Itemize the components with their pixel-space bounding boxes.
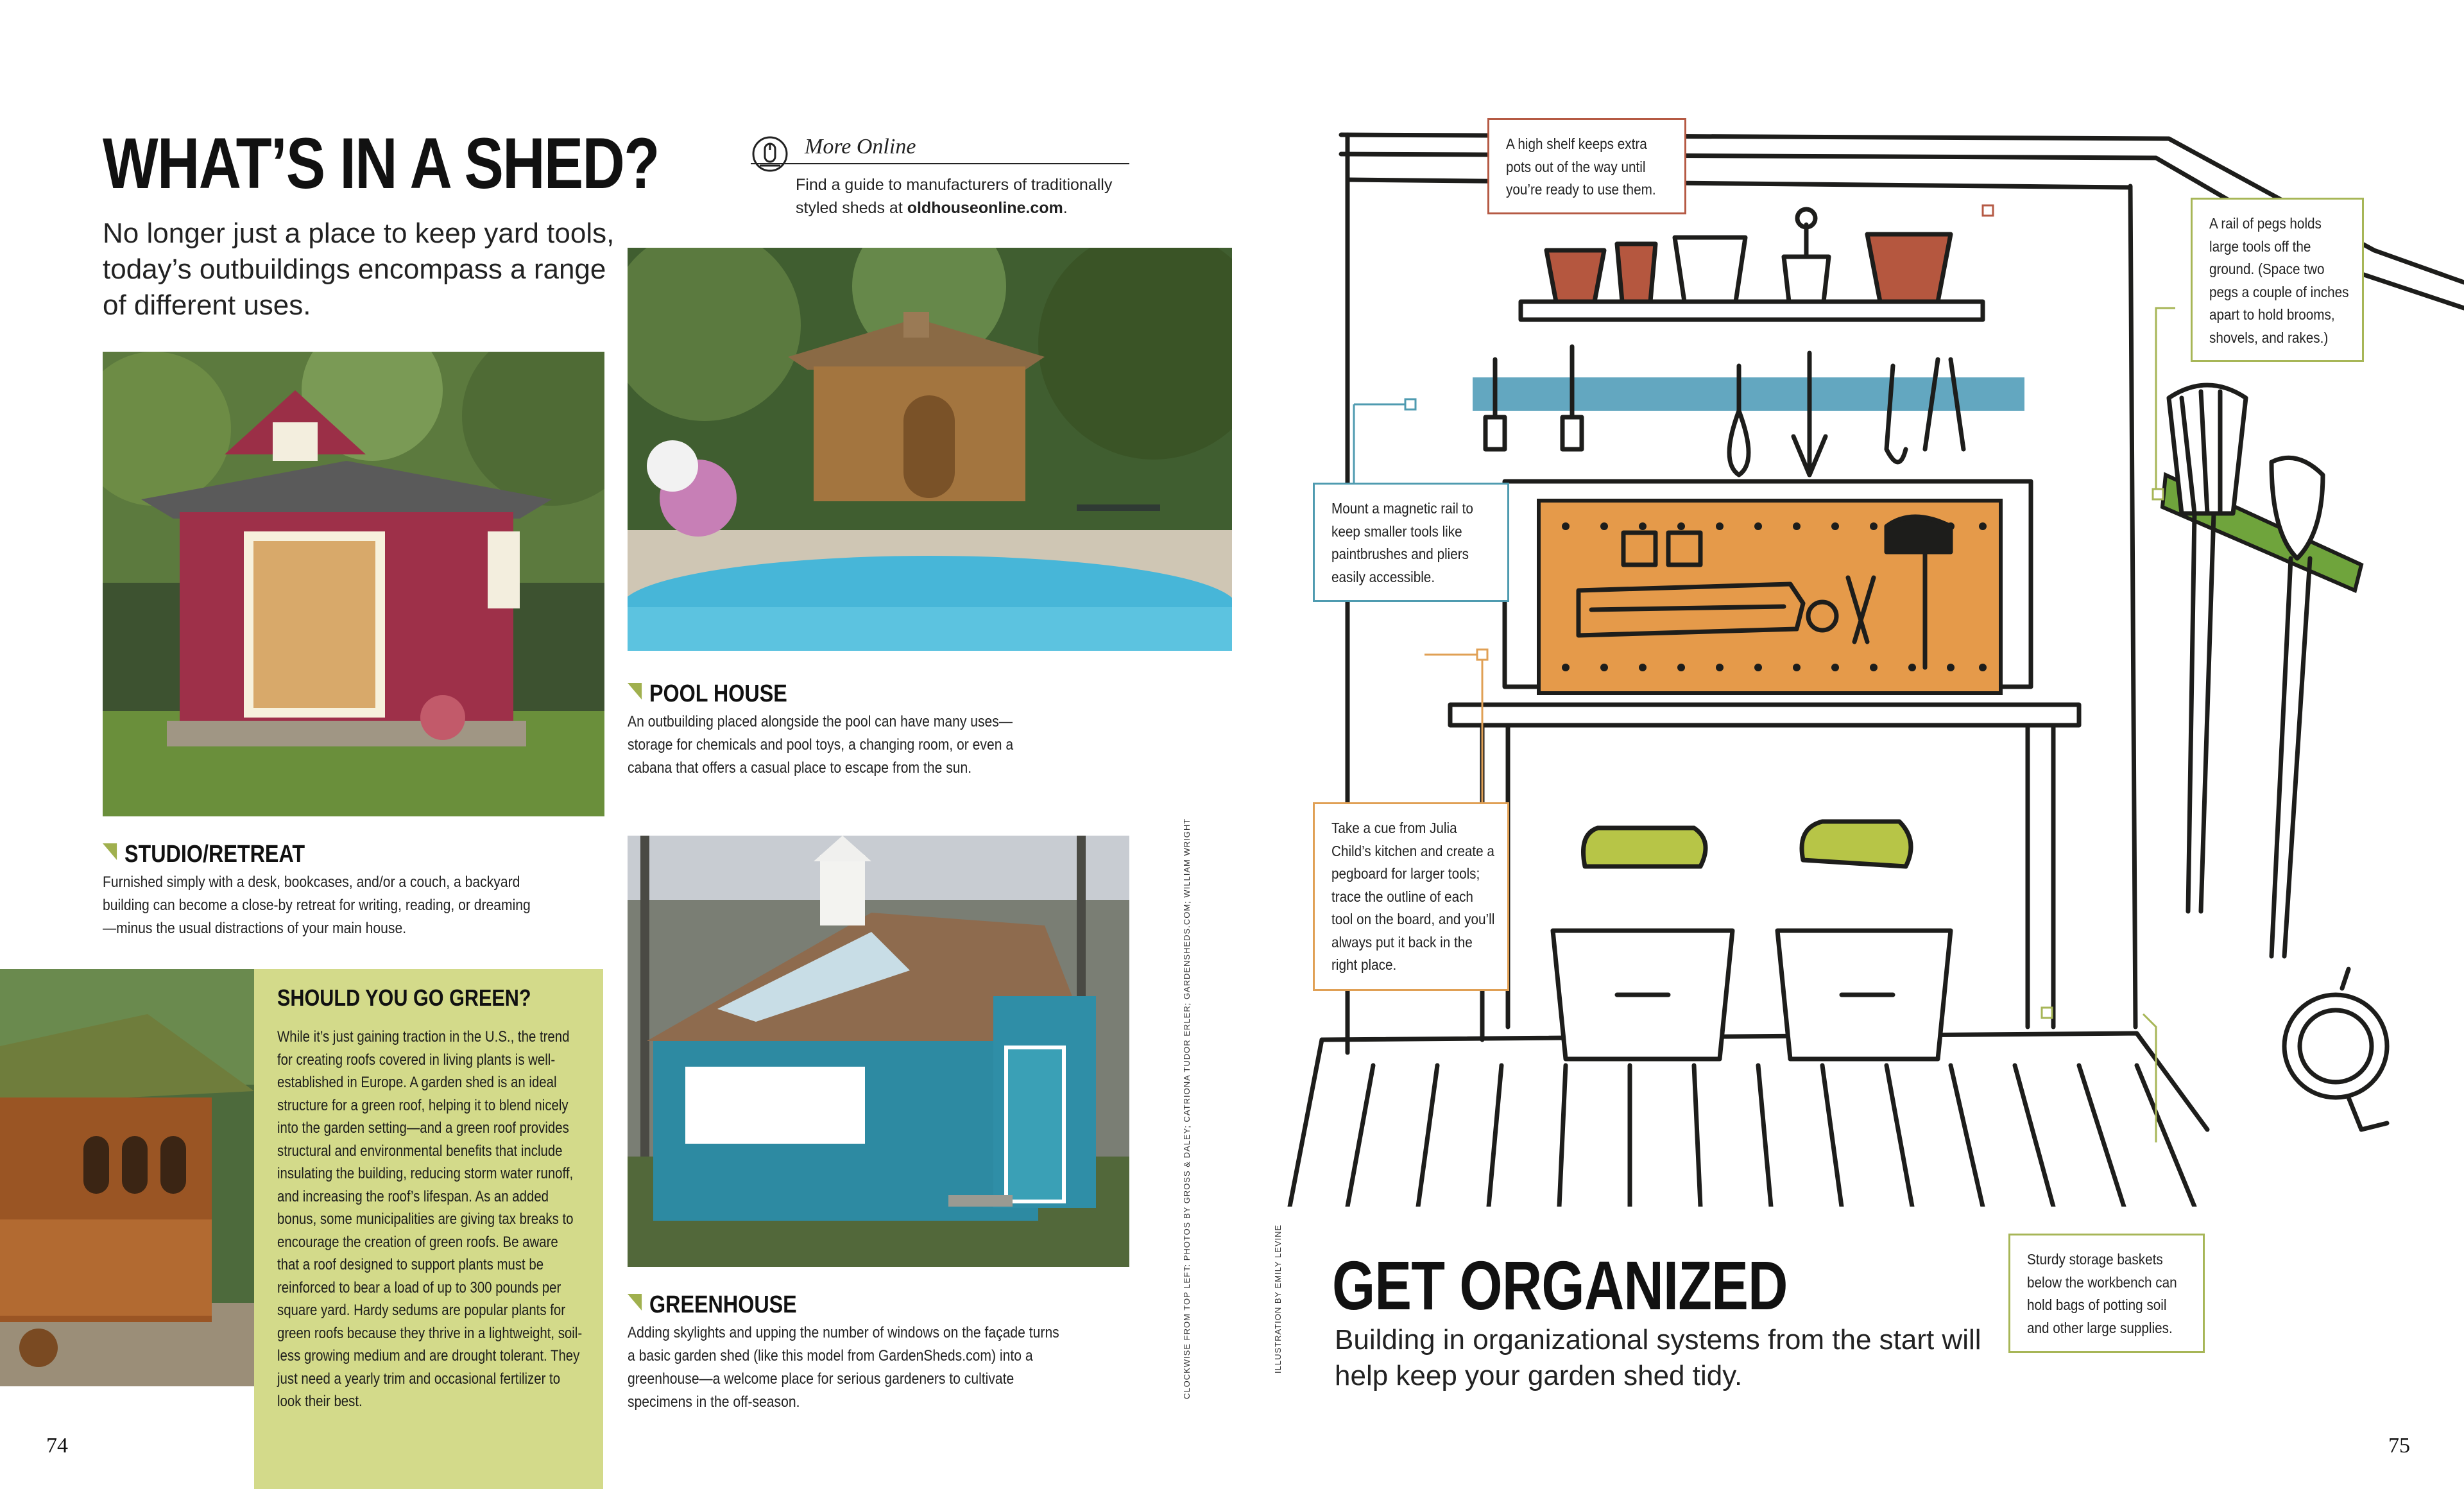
- callout-storage-baskets: Sturdy storage baskets below the workbench can hold bags of potting soil and other large supplies.: [2008, 1234, 2205, 1353]
- pool-house-photo: [628, 248, 1232, 651]
- page-title: WHAT’S IN A SHED?: [103, 123, 659, 203]
- page-number-right: 75: [2388, 1434, 2410, 1458]
- page-number-left: 74: [46, 1434, 68, 1458]
- green-box-title: SHOULD YOU GO GREEN?: [277, 985, 531, 1011]
- studio-caption: [103, 841, 590, 940]
- studio-title: STUDIO/RETREAT: [124, 841, 305, 868]
- pool-house-title: POOL HOUSE: [649, 680, 787, 707]
- greenhouse-photo: [628, 836, 1129, 1267]
- get-organized-title: GET ORGANIZED: [1332, 1246, 1788, 1324]
- illustration-credit: ILLUSTRATION BY EMILY LEVINE: [1273, 1224, 1283, 1373]
- pool-house-text: An outbuilding placed alongside the pool can have many uses—storage for chemicals and pool toys, a changing room, or even a cabana that offers a casual place to escape from the sun.: [628, 713, 1014, 777]
- more-online-heading: More Online: [751, 135, 1129, 164]
- oldhouseonline-link[interactable]: oldhouseonline.com: [907, 199, 1063, 217]
- triangle-marker-icon: [628, 683, 642, 700]
- studio-text: Furnished simply with a desk, bookcases, and/or a couch, a backyard building can become a close-by retreat for writing, reading, or dreaming—minus the usual distractions of your main house.: [103, 874, 531, 937]
- greenhouse-title: GREENHOUSE: [649, 1291, 797, 1318]
- triangle-marker-icon: [103, 843, 117, 860]
- greenhouse-caption: [628, 1291, 1128, 1414]
- green-box-text: While it’s just gaining traction in the U.S., the trend for creating roofs covered in living plants is well-established in Europe. A garden shed is an ideal structure for a green roof, helping it to blend nicely into the garden setting—and a green roof provides structural and environmental benefits that include insulating the building, reducing storm water runoff, and increasing the roof’s lifespan. As an added bonus, some municipalities are giving tax breaks to encourage the creation of green roofs. Be aware that a roof designed to support plants must be reinforced to bear a load of up to 300 pounds per square yard. Hardy sedums are popular plants for green roofs because they thrive in a lightweight, soil-less growing medium and are drought tolerant. They just need a yearly trim and occasional fertilizer to look their best.: [277, 1028, 583, 1410]
- intro-text: No longer just a place to keep yard tools, today’s outbuildings encompass a range of different uses.: [103, 218, 615, 321]
- green-roof-sidebar: [254, 969, 603, 1489]
- triangle-marker-icon: [628, 1294, 642, 1311]
- studio-retreat-photo: [103, 352, 604, 816]
- computer-mouse-icon: [751, 135, 789, 173]
- get-organized-subtitle: Building in organizational systems from the start will help keep your garden shed tidy.: [1335, 1324, 1981, 1391]
- greenhouse-text: Adding skylights and upping the number of windows on the façade turns a basic garden shed (like this model from GardenSheds.com) into a greenhouse—a welcome place for serious gardeners to cultivate specimens in the off-season.: [628, 1324, 1059, 1411]
- callout-high-shelf: A high shelf keeps extra pots out of the way until you’re ready to use them.: [1487, 118, 1686, 214]
- callout-peg-rail: A rail of pegs holds large tools off the ground. (Space two pegs a couple of inches apart to hold brooms, shovels, and rakes.): [2191, 198, 2364, 362]
- pool-house-caption: [628, 680, 1115, 780]
- more-online-text: Find a guide to manufacturers of traditionally styled sheds at oldhouseonline.com.: [796, 176, 1113, 217]
- callout-magnetic-rail: Mount a magnetic rail to keep smaller tools like paintbrushes and pliers easily accessible.: [1313, 483, 1509, 602]
- photo-credit: CLOCKWISE FROM TOP LEFT: PHOTOS BY GROSS & DALEY; CATRIONA TUDOR ERLER; GARDENSHEDS.COM; WILLIAM WRIGHT: [1182, 818, 1192, 1399]
- green-roof-shed-photo: [0, 969, 254, 1386]
- callout-pegboard: Take a cue from Julia Child’s kitchen and create a pegboard for larger tools; trace the outline of each tool on the board, and you’ll always put it back in the right place.: [1313, 802, 1509, 991]
- more-online-box: [751, 135, 1129, 219]
